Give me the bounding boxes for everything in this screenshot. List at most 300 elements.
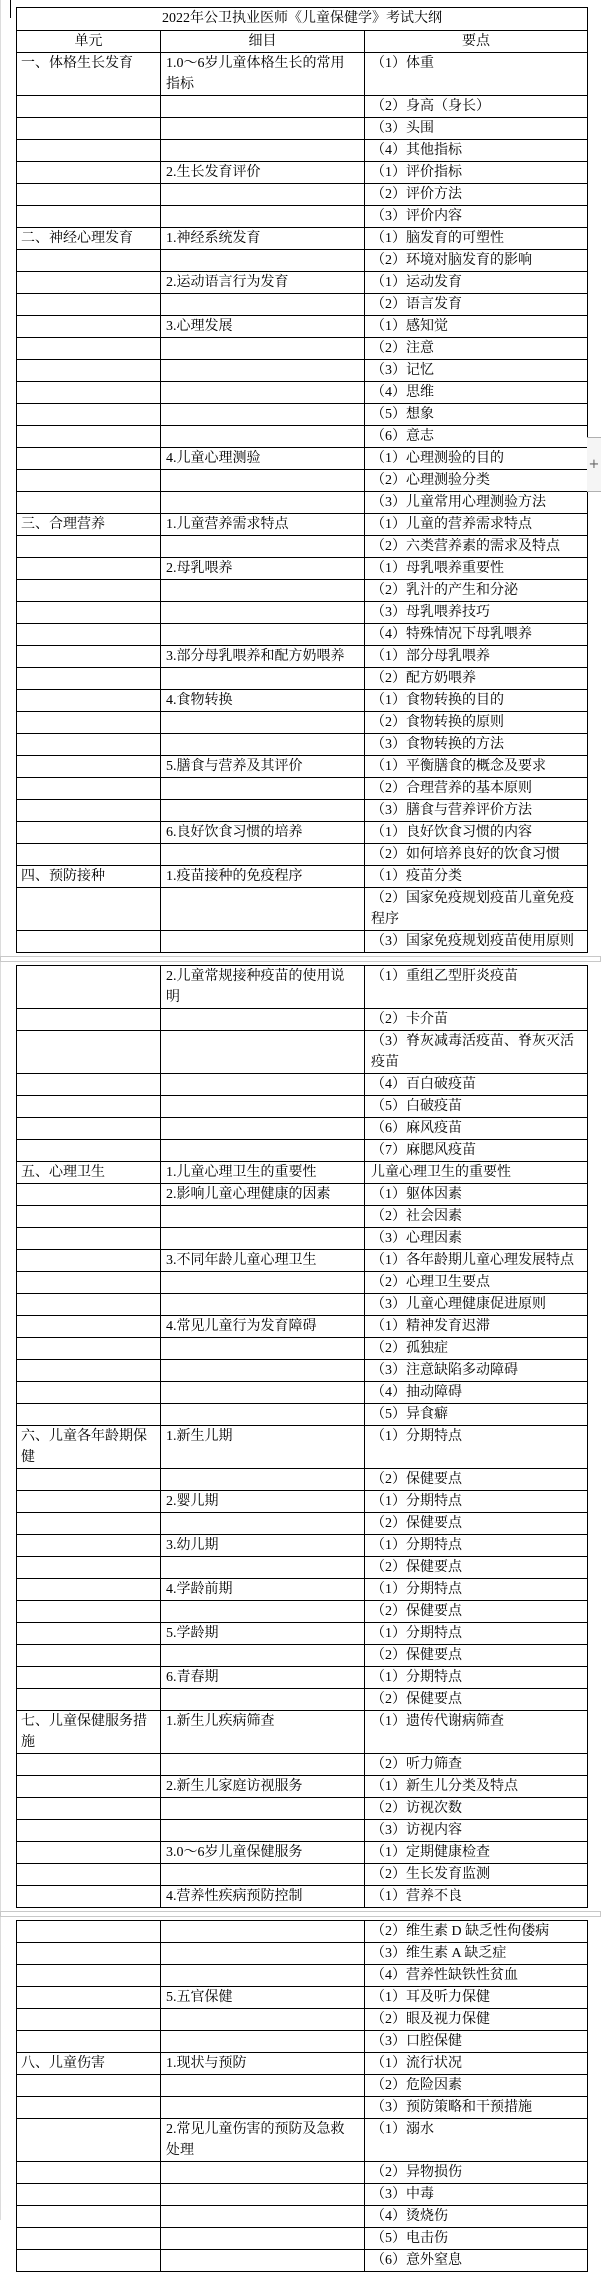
unit-cell — [17, 966, 161, 1009]
table-row — [17, 2031, 588, 2053]
item-cell — [161, 382, 365, 404]
table-row — [17, 272, 588, 294]
item-cell — [161, 1118, 365, 1140]
point-cell: （6）意志 — [365, 426, 588, 448]
item-cell — [161, 536, 365, 558]
unit-cell — [17, 1404, 161, 1426]
table-row — [17, 1886, 588, 1908]
item-cell — [161, 1360, 365, 1382]
item-cell: 2.儿童常规接种疫苗的使用说明 — [161, 966, 365, 1009]
table-row — [17, 844, 588, 866]
point-cell: （2）语言发育 — [365, 294, 588, 316]
item-cell: 2.影响儿童心理健康的因素 — [161, 1184, 365, 1206]
divider — [587, 491, 601, 492]
exam-outline-table-page-3 — [16, 1920, 588, 2272]
unit-cell — [17, 1469, 161, 1491]
point-cell: （2）配方奶喂养 — [365, 668, 588, 690]
point-cell: （2）听力筛查 — [365, 1754, 588, 1776]
point-cell: （1）儿童的营养需求特点 — [365, 514, 588, 536]
point-cell: （3）维生素 A 缺乏症 — [365, 1943, 588, 1965]
item-cell — [161, 360, 365, 382]
point-cell: （2）保健要点 — [365, 1513, 588, 1535]
item-cell — [161, 140, 365, 162]
column-header-unit: 单元 — [17, 31, 161, 53]
item-cell: 3.幼儿期 — [161, 1535, 365, 1557]
table-row — [17, 1316, 588, 1338]
table-row — [17, 1469, 588, 1491]
point-cell: （1）分期特点 — [365, 1579, 588, 1601]
unit-cell — [17, 800, 161, 822]
item-cell: 2.母乳喂养 — [161, 558, 365, 580]
table-row — [17, 778, 588, 800]
table-row — [17, 1162, 588, 1184]
unit-cell — [17, 184, 161, 206]
unit-cell — [17, 1184, 161, 1206]
unit-cell — [17, 1776, 161, 1798]
exam-outline-document — [0, 7, 601, 2272]
unit-cell — [17, 2097, 161, 2119]
table-row — [17, 1623, 588, 1645]
point-cell: （4）烫烧伤 — [365, 2206, 588, 2228]
table-row — [17, 492, 588, 514]
column-header-item: 细目 — [161, 31, 365, 53]
item-cell — [161, 624, 365, 646]
item-cell — [161, 184, 365, 206]
unit-cell — [17, 470, 161, 492]
unit-cell — [17, 492, 161, 514]
unit-cell — [17, 602, 161, 624]
unit-cell — [17, 96, 161, 118]
item-cell — [161, 778, 365, 800]
item-cell — [161, 580, 365, 602]
scroll-split-plus-control[interactable] — [587, 437, 601, 492]
table-row — [17, 1798, 588, 1820]
unit-cell — [17, 140, 161, 162]
unit-cell — [17, 778, 161, 800]
item-cell — [161, 1206, 365, 1228]
item-cell: 1.儿童心理卫生的重要性 — [161, 1162, 365, 1184]
table-row — [17, 668, 588, 690]
item-cell — [161, 338, 365, 360]
point-cell: （1）定期健康检查 — [365, 1842, 588, 1864]
item-cell: 4.常见儿童行为发育障碍 — [161, 1316, 365, 1338]
point-cell: （1）良好饮食习惯的内容 — [365, 822, 588, 844]
item-cell: 1.儿童营养需求特点 — [161, 514, 365, 536]
item-cell — [161, 734, 365, 756]
table-row — [17, 1491, 588, 1513]
point-cell: （3）评价内容 — [365, 206, 588, 228]
unit-cell — [17, 2184, 161, 2206]
table-row — [17, 118, 588, 140]
unit-cell — [17, 1535, 161, 1557]
table-row — [17, 888, 588, 931]
point-cell: （5）想象 — [365, 404, 588, 426]
table-row — [17, 712, 588, 734]
table-row — [17, 1776, 588, 1798]
table-row — [17, 1360, 588, 1382]
point-cell: （2）保健要点 — [365, 1601, 588, 1623]
item-cell — [161, 1338, 365, 1360]
unit-cell — [17, 558, 161, 580]
unit-cell — [17, 646, 161, 668]
unit-cell — [17, 1557, 161, 1579]
unit-cell: 三、合理营养 — [17, 514, 161, 536]
point-cell: （5）异食癖 — [365, 1404, 588, 1426]
point-cell: （2）心理测验分类 — [365, 470, 588, 492]
table-row — [17, 966, 588, 1009]
table-row — [17, 1009, 588, 1031]
table-row — [17, 822, 588, 844]
table-row — [17, 1074, 588, 1096]
unit-cell — [17, 360, 161, 382]
table-row — [17, 316, 588, 338]
table-row — [17, 1754, 588, 1776]
item-cell — [161, 668, 365, 690]
item-cell: 3.0～6岁儿童保健服务 — [161, 1842, 365, 1864]
table-title-row — [17, 8, 588, 31]
unit-cell — [17, 1294, 161, 1316]
item-cell — [161, 1864, 365, 1886]
item-cell — [161, 1513, 365, 1535]
unit-cell — [17, 1645, 161, 1667]
unit-cell: 四、预防接种 — [17, 866, 161, 888]
item-cell — [161, 1228, 365, 1250]
unit-cell — [17, 250, 161, 272]
point-cell: （2）如何培养良好的饮食习惯 — [365, 844, 588, 866]
item-cell — [161, 1820, 365, 1842]
point-cell: （3）头围 — [365, 118, 588, 140]
point-cell: （2）六类营养素的需求及特点 — [365, 536, 588, 558]
table-row — [17, 2184, 588, 2206]
table-row — [17, 1864, 588, 1886]
unit-cell — [17, 2162, 161, 2184]
point-cell: （2）维生素 D 缺乏性佝偻病 — [365, 1921, 588, 1943]
unit-cell — [17, 404, 161, 426]
table-row — [17, 1579, 588, 1601]
item-cell: 1.新生儿疾病筛查 — [161, 1711, 365, 1754]
table-row — [17, 800, 588, 822]
page-break-line — [0, 1911, 601, 1917]
point-cell: （3）膳食与营养评价方法 — [365, 800, 588, 822]
unit-cell — [17, 1118, 161, 1140]
table-row — [17, 140, 588, 162]
unit-cell — [17, 1513, 161, 1535]
table-row — [17, 1228, 588, 1250]
unit-cell — [17, 1842, 161, 1864]
item-cell: 2.生长发育评价 — [161, 162, 365, 184]
item-cell: 2.常见儿童伤害的预防及急救处理 — [161, 2119, 365, 2162]
point-cell: （3）国家免疫规划疫苗使用原则 — [365, 931, 588, 953]
item-cell — [161, 712, 365, 734]
point-cell: （1）分期特点 — [365, 1623, 588, 1645]
table-row — [17, 756, 588, 778]
unit-cell — [17, 2250, 161, 2272]
unit-cell — [17, 272, 161, 294]
item-cell: 1.0～6岁儿童体格生长的常用指标 — [161, 53, 365, 96]
unit-cell — [17, 1096, 161, 1118]
point-cell: （2）合理营养的基本原则 — [365, 778, 588, 800]
item-cell — [161, 1272, 365, 1294]
unit-cell — [17, 2206, 161, 2228]
item-cell — [161, 294, 365, 316]
item-cell: 2.婴儿期 — [161, 1491, 365, 1513]
item-cell: 6.良好饮食习惯的培养 — [161, 822, 365, 844]
point-cell: （2）社会因素 — [365, 1206, 588, 1228]
table-row — [17, 1535, 588, 1557]
item-cell — [161, 2228, 365, 2250]
item-cell — [161, 800, 365, 822]
unit-cell — [17, 2009, 161, 2031]
point-cell: （3）口腔保健 — [365, 2031, 588, 2053]
table-row — [17, 866, 588, 888]
item-cell: 4.学龄前期 — [161, 1579, 365, 1601]
point-cell: （3）心理因素 — [365, 1228, 588, 1250]
table-row — [17, 53, 588, 96]
point-cell: （3）记忆 — [365, 360, 588, 382]
unit-cell — [17, 1074, 161, 1096]
point-cell: （1）评价指标 — [365, 162, 588, 184]
unit-cell — [17, 426, 161, 448]
point-cell: （3）母乳喂养技巧 — [365, 602, 588, 624]
point-cell: （1）分期特点 — [365, 1491, 588, 1513]
table-row — [17, 426, 588, 448]
point-cell: （4）思维 — [365, 382, 588, 404]
item-cell: 1.新生儿期 — [161, 1426, 365, 1469]
point-cell: （1）运动发育 — [365, 272, 588, 294]
point-cell: （3）儿童心理健康促进原则 — [365, 1294, 588, 1316]
point-cell: （5）白破疫苗 — [365, 1096, 588, 1118]
table-row — [17, 2075, 588, 2097]
point-cell: （1）心理测验的目的 — [365, 448, 588, 470]
point-cell: （1）躯体因素 — [365, 1184, 588, 1206]
item-cell: 1.神经系统发育 — [161, 228, 365, 250]
table-row — [17, 404, 588, 426]
point-cell: （1）分期特点 — [365, 1535, 588, 1557]
unit-cell — [17, 1943, 161, 1965]
unit-cell — [17, 1360, 161, 1382]
item-cell — [161, 2206, 365, 2228]
table-row — [17, 162, 588, 184]
unit-cell — [17, 448, 161, 470]
point-cell: （1）重组乙型肝炎疫苗 — [365, 966, 588, 1009]
table-row — [17, 184, 588, 206]
table-row — [17, 2119, 588, 2162]
point-cell: （2）生长发育监测 — [365, 1864, 588, 1886]
item-cell — [161, 1294, 365, 1316]
table-row — [17, 1294, 588, 1316]
point-cell: （1）母乳喂养重要性 — [365, 558, 588, 580]
point-cell: 儿童心理卫生的重要性 — [365, 1162, 588, 1184]
unit-cell — [17, 536, 161, 558]
unit-cell — [17, 756, 161, 778]
table-row — [17, 470, 588, 492]
point-cell: （1）营养不良 — [365, 1886, 588, 1908]
unit-cell — [17, 1965, 161, 1987]
unit-cell — [17, 1820, 161, 1842]
unit-cell — [17, 382, 161, 404]
item-cell — [161, 2184, 365, 2206]
item-cell — [161, 492, 365, 514]
column-header-point: 要点 — [365, 31, 588, 53]
point-cell: （1）流行状况 — [365, 2053, 588, 2075]
table-row — [17, 1118, 588, 1140]
unit-cell — [17, 1886, 161, 1908]
table-row — [17, 536, 588, 558]
table-row — [17, 580, 588, 602]
table-row — [17, 1711, 588, 1754]
unit-cell — [17, 1206, 161, 1228]
point-cell: （1）遗传代谢病筛查 — [365, 1711, 588, 1754]
point-cell: （2）孤独症 — [365, 1338, 588, 1360]
table-row — [17, 1645, 588, 1667]
item-cell — [161, 426, 365, 448]
point-cell: （3）食物转换的方法 — [365, 734, 588, 756]
unit-cell — [17, 712, 161, 734]
table-row — [17, 448, 588, 470]
table-row — [17, 2097, 588, 2119]
unit-cell — [17, 822, 161, 844]
exam-outline-table-page-2 — [16, 965, 588, 1908]
table-row — [17, 2250, 588, 2272]
item-cell — [161, 888, 365, 931]
table-row — [17, 690, 588, 712]
point-cell: （2）心理卫生要点 — [365, 1272, 588, 1294]
point-cell: （4）营养性缺铁性贫血 — [365, 1965, 588, 1987]
unit-cell: 五、心理卫生 — [17, 1162, 161, 1184]
item-cell — [161, 1601, 365, 1623]
point-cell: （4）特殊情况下母乳喂养 — [365, 624, 588, 646]
point-cell: （2）眼及视力保健 — [365, 2009, 588, 2031]
item-cell — [161, 1382, 365, 1404]
item-cell — [161, 1965, 365, 1987]
item-cell: 5.膳食与营养及其评价 — [161, 756, 365, 778]
unit-cell — [17, 1798, 161, 1820]
point-cell: （1）脑发育的可塑性 — [365, 228, 588, 250]
item-cell — [161, 1798, 365, 1820]
unit-cell — [17, 1601, 161, 1623]
point-cell: （1）疫苗分类 — [365, 866, 588, 888]
unit-cell — [17, 2228, 161, 2250]
table-row — [17, 1206, 588, 1228]
item-cell — [161, 1557, 365, 1579]
table-row — [17, 206, 588, 228]
unit-cell — [17, 1382, 161, 1404]
item-cell — [161, 2097, 365, 2119]
item-cell — [161, 2075, 365, 2097]
point-cell: （2）保健要点 — [365, 1469, 588, 1491]
unit-cell — [17, 1921, 161, 1943]
unit-cell — [17, 338, 161, 360]
point-cell: （2）保健要点 — [365, 1645, 588, 1667]
table-row — [17, 1943, 588, 1965]
table-row — [17, 1667, 588, 1689]
unit-cell — [17, 1864, 161, 1886]
point-cell: （1）溺水 — [365, 2119, 588, 2162]
point-cell: （2）访视次数 — [365, 1798, 588, 1820]
table-row — [17, 1096, 588, 1118]
table-row — [17, 646, 588, 668]
unit-cell — [17, 294, 161, 316]
table-row — [17, 1184, 588, 1206]
item-cell — [161, 1404, 365, 1426]
unit-cell — [17, 668, 161, 690]
unit-cell: 一、体格生长发育 — [17, 53, 161, 96]
point-cell: （1）分期特点 — [365, 1667, 588, 1689]
unit-cell — [17, 2119, 161, 2162]
item-cell: 1.疫苗接种的免疫程序 — [161, 866, 365, 888]
point-cell: （1）各年龄期儿童心理发展特点 — [365, 1250, 588, 1272]
plus-icon[interactable]: + — [588, 457, 600, 472]
table-row — [17, 2206, 588, 2228]
item-cell — [161, 2162, 365, 2184]
item-cell — [161, 1140, 365, 1162]
unit-cell — [17, 1140, 161, 1162]
item-cell — [161, 96, 365, 118]
unit-cell — [17, 1579, 161, 1601]
point-cell: （2）卡介苗 — [365, 1009, 588, 1031]
point-cell: （1）体重 — [365, 53, 588, 96]
table-row — [17, 1842, 588, 1864]
item-cell — [161, 2250, 365, 2272]
point-cell: （2）注意 — [365, 338, 588, 360]
document-title: 2022年公卫执业医师《儿童保健学》考试大纲 — [17, 8, 588, 31]
item-cell — [161, 2009, 365, 2031]
item-cell — [161, 2031, 365, 2053]
point-cell: （2）评价方法 — [365, 184, 588, 206]
item-cell: 4.营养性疾病预防控制 — [161, 1886, 365, 1908]
item-cell: 6.青春期 — [161, 1667, 365, 1689]
item-cell: 4.儿童心理测验 — [161, 448, 365, 470]
unit-cell — [17, 1623, 161, 1645]
unit-cell: 六、儿童各年龄期保健 — [17, 1426, 161, 1469]
point-cell: （3）预防策略和干预措施 — [365, 2097, 588, 2119]
unit-cell — [17, 1009, 161, 1031]
table-row — [17, 602, 588, 624]
table-row — [17, 2162, 588, 2184]
item-cell: 4.食物转换 — [161, 690, 365, 712]
unit-cell — [17, 1754, 161, 1776]
table-row — [17, 2009, 588, 2031]
table-row — [17, 1921, 588, 1943]
unit-cell — [17, 206, 161, 228]
table-row — [17, 294, 588, 316]
point-cell: （1）分期特点 — [365, 1426, 588, 1469]
unit-cell — [17, 844, 161, 866]
item-cell: 5.五官保健 — [161, 1987, 365, 2009]
item-cell — [161, 1009, 365, 1031]
item-cell — [161, 250, 365, 272]
table-row — [17, 1382, 588, 1404]
item-cell — [161, 844, 365, 866]
point-cell: （4）百白破疫苗 — [365, 1074, 588, 1096]
unit-cell — [17, 580, 161, 602]
table-row — [17, 1426, 588, 1469]
point-cell: （2）身高（身长） — [365, 96, 588, 118]
point-cell: （2）异物损伤 — [365, 2162, 588, 2184]
unit-cell — [17, 1250, 161, 1272]
table-row — [17, 228, 588, 250]
point-cell: （3）中毒 — [365, 2184, 588, 2206]
item-cell — [161, 1754, 365, 1776]
item-cell — [161, 1645, 365, 1667]
table-row — [17, 250, 588, 272]
item-cell — [161, 1469, 365, 1491]
item-cell: 3.部分母乳喂养和配方奶喂养 — [161, 646, 365, 668]
unit-cell: 七、儿童保健服务措施 — [17, 1711, 161, 1754]
item-cell — [161, 206, 365, 228]
unit-cell — [17, 1667, 161, 1689]
point-cell: （6）麻风疫苗 — [365, 1118, 588, 1140]
